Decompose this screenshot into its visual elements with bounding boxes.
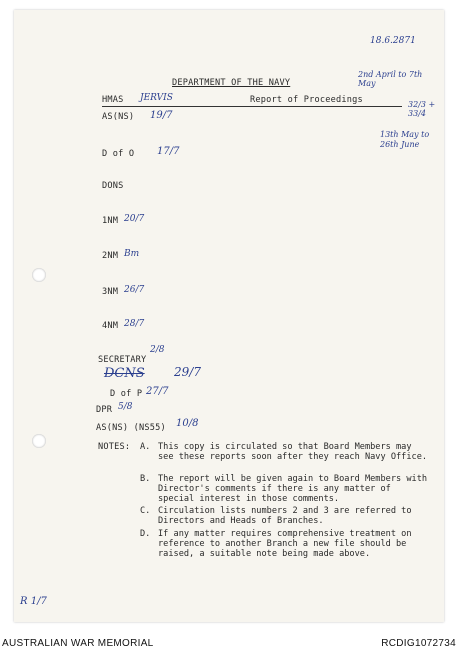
header-rule: [102, 106, 402, 107]
circulation-initials: 27/7: [146, 386, 169, 397]
period-handwriting-2: 32/3 + 33/4: [408, 100, 436, 118]
department-heading: DEPARTMENT OF THE NAVY: [172, 78, 291, 88]
ship-name-handwriting: JERVIS: [140, 93, 173, 103]
note-text: If any matter requires comprehensive treatment on reference to another Branch a new file should be raised, a suitable note being made above.: [158, 529, 412, 559]
period-handwriting-1: 2nd April to 7th May: [358, 70, 423, 88]
circulation-initials: 19/7: [150, 110, 173, 121]
circulation-label: AS(NS) (NS55): [96, 423, 166, 433]
date-handwriting: 18.6.2871: [370, 36, 416, 46]
circulation-initials: 5/8: [118, 402, 133, 412]
circulation-initials: 10/8: [176, 418, 199, 429]
note-text: This copy is circulated so that Board Members may see these reports soon after they reach Navy Office.: [158, 442, 428, 462]
circulation-label: D of P: [110, 389, 143, 399]
circulation-initials: 29/7: [174, 365, 201, 379]
circulation-label: D of O: [102, 149, 135, 159]
period-handwriting-3: 13th May to 26th June: [380, 130, 430, 149]
circulation-label: 3NM: [102, 287, 119, 297]
footer-institution: AUSTRALIAN WAR MEMORIAL: [2, 638, 154, 649]
circulation-label: DPR: [96, 405, 113, 415]
circulation-label: 1NM: [102, 216, 119, 226]
note-letter: B.: [140, 474, 151, 484]
notes-heading: NOTES:: [98, 442, 131, 452]
circulation-initials: 2/8: [150, 345, 165, 355]
bottom-initials: R 1/7: [20, 596, 47, 607]
circulation-initials: 28/7: [124, 319, 145, 329]
hmas-label: HMAS: [102, 95, 124, 105]
circulation-label: 4NM: [102, 321, 119, 331]
punch-hole: [32, 268, 46, 282]
circulation-label: 2NM: [102, 251, 119, 261]
circulation-initials: Bm: [124, 249, 140, 259]
circulation-label: AS(NS): [102, 112, 135, 122]
note-text: Circulation lists numbers 2 and 3 are referred to Directors and Heads of Branches.: [158, 506, 412, 526]
circulation-initials: 20/7: [124, 214, 145, 224]
report-title: Report of Proceedings: [250, 95, 363, 105]
footer-record-id: RCDIG1072734: [381, 638, 456, 649]
circulation-label-handwritten: DCNS: [104, 366, 145, 381]
punch-hole: [32, 434, 46, 448]
circulation-label: SECRETARY: [98, 355, 147, 365]
note-text: The report will be given again to Board Members with Director's comments if there is any matter of special interest in those comments.: [158, 474, 428, 504]
note-letter: C.: [140, 506, 151, 516]
note-letter: D.: [140, 529, 151, 539]
circulation-initials: 17/7: [157, 146, 180, 157]
note-letter: A.: [140, 442, 151, 452]
circulation-label: DONS: [102, 181, 124, 191]
circulation-initials: 26/7: [124, 285, 145, 295]
